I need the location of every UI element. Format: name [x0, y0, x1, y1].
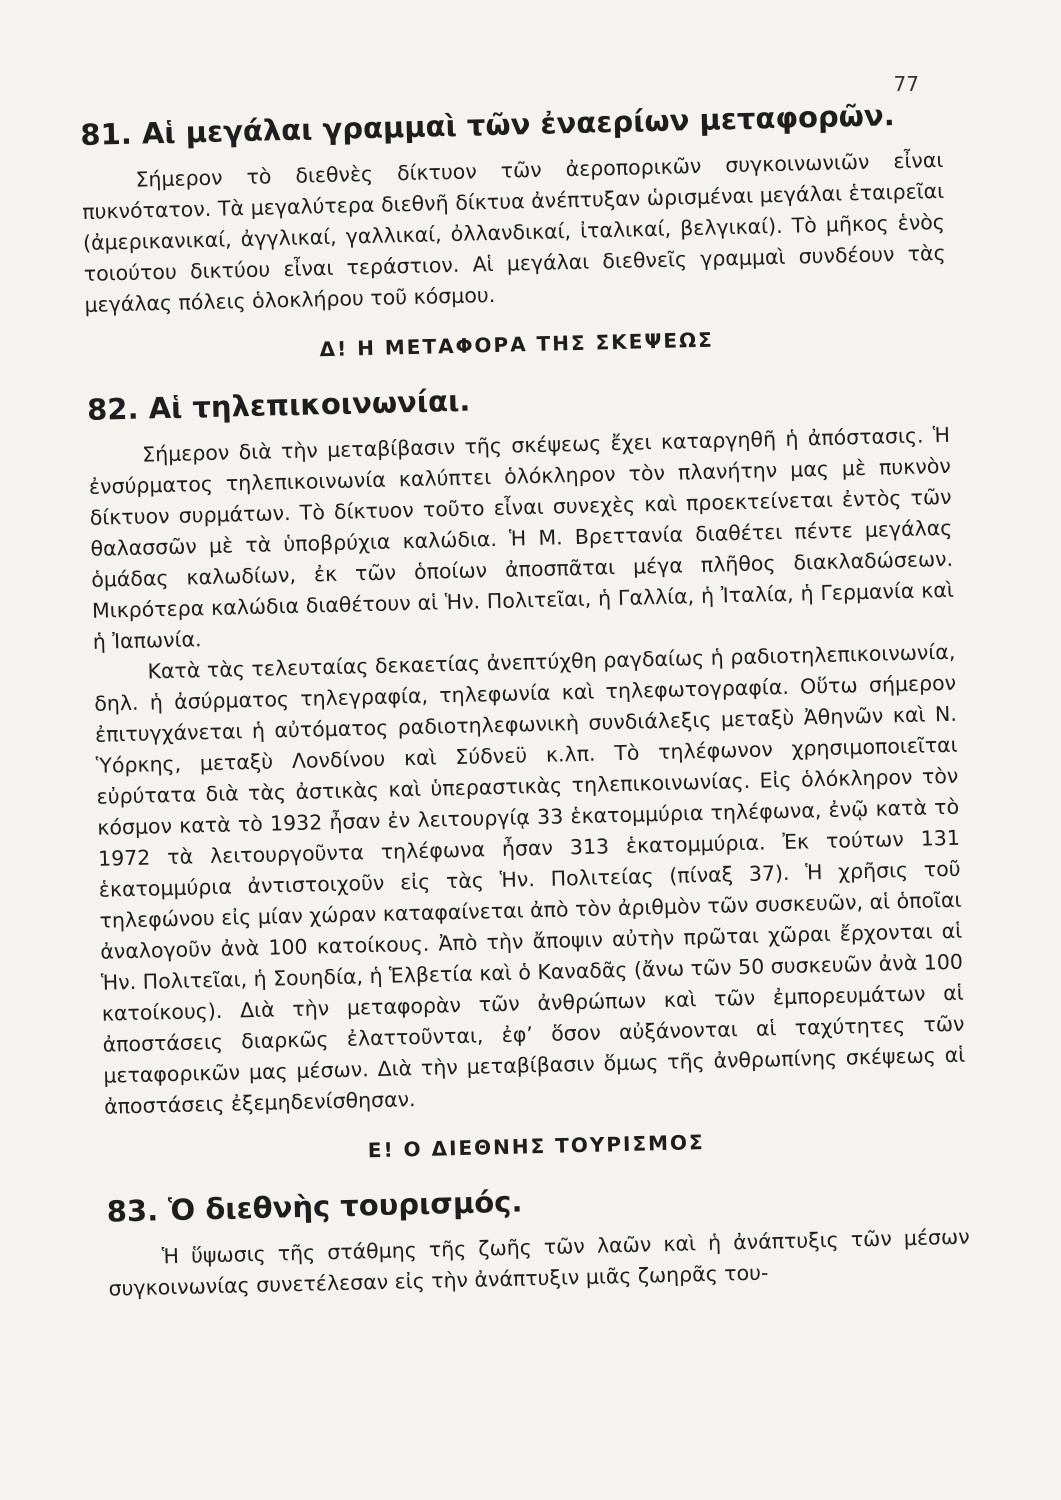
page-content [80, 97, 971, 1305]
section-83-paragraph-1: Ἡ ὕψωσις τῆς στάθμης τῆς ζωῆς τῶν λαῶν καὶ ἡ ἀνάπτυξις τῶν μέσων συγκοινωνίας συνετέλεσαν εἰς τὴν ἀνάπτυξιν μιᾶς ζωηρᾶς του- [108, 1224, 970, 1301]
section-82-paragraph-1: Σήμερον διὰ τὴν μεταβίβασιν τῆς σκέψεως ἔχει καταργηθῆ ἡ ἀπόστασις. Ἡ ἐνσύρματος τηλεπικοινωνία καλύπτει ὁλόκληρον τὸν πλανήτην μας μὲ πυκνὸν δίκτυον συρμάτων. Τὸ δίκτυον τοῦτο εἶναι συνεχὲς καὶ προεκτείνεται ἐντὸς τῶν θαλασσῶν μὲ τὰ ὑποβρύχια καλώδια. Ἡ Μ. Βρεττανία διαθέτει πέντε μεγάλας ὁμάδας καλωδίων, ἐκ τῶν ὁποίων ἀποσπᾶται μέγα πλῆθος διακλαδώσεων. Μικρότερα καλώδια διαθέτουν αἱ Ἡν. Πολιτεῖαι, ἡ Γαλλία, ἡ Ἰταλία, ἡ Γερμανία καὶ ἡ Ἰαπωνία. [88, 422, 955, 654]
section-83-heading: 83. Ὁ διεθνὴς τουρισμός. [106, 1184, 523, 1229]
page-number: 77 [893, 72, 919, 96]
part-d-heading: Δ! Η ΜΕΤΑΦΟΡΑ ΤΗΣ ΣΚΕΨΕΩΣ [319, 327, 714, 362]
section-81-heading: 81. Αἱ μεγάλαι γραμμαὶ τῶν ἐναερίων μεταφορῶν. [80, 98, 896, 152]
section-82-paragraph-2: Κατὰ τὰς τελευταίας δεκαετίας ἀνεπτύχθη ραγδαίως ἡ ραδιοτηλεπικοινωνία, δηλ. ἡ ἀσύρματος τηλεγραφία, τηλεφωνία καὶ τηλεφωτογραφία. Οὕτω σήμερον ἐπιτυγχάνεται ἡ αὐτόματος ραδιοτηλεφωνικὴ συνδιάλεξις μεταξὺ Ἀθηνῶν καὶ Ν. Ὑόρκης, μεταξὺ Λονδίνου καὶ Σύδνεϋ κ.λπ. Τὸ τηλέφωνον χρησιμοποιεῖται εὐρύτατα διὰ τὰς ἀστικὰς καὶ ὑπεραστικὰς τηλεπικοινωνίας. Εἰς ὁλόκληρον τὸν κόσμον κατὰ τὸ 1932 ἦσαν ἐν λειτουργίᾳ 33 ἑκατομμύρια τηλέφωνα, ἐνῷ κατὰ τὸ 1972 τὰ λειτουργοῦντα τηλέφωνα ἦσαν 313 ἑκατομμύρια. Ἐκ τούτων 131 ἑκατομμύρια ἀντιστοιχοῦν εἰς τὰς Ἡν. Πολιτείας (πίναξ 37). Ἡ χρῆσις τοῦ τηλεφώνου εἰς μίαν χώραν καταφαίνεται ἀπὸ τὸν ἀριθμὸν τῶν συσκευῶν, αἱ ὁποῖαι ἀναλογοῦν ἀνὰ 100 κατοίκους. Ἀπὸ τὴν ἄποψιν αὐτὴν πρῶται χῶραι ἔρχονται αἱ Ἡν. Πολιτεῖαι, ἡ Σουηδία, ἡ Ἑλβετία καὶ ὁ Καναδᾶς (ἄνω τῶν 50 συσκευῶν ἀνὰ 100 κατοίκους). Διὰ τὴν μεταφορὰν τῶν ἀνθρώπων καὶ τῶν ἐμπορευμάτων αἱ ἀποστάσεις διαρκῶς ἐλαττοῦνται, ἐφ’ ὅσον αὐξάνονται αἱ ταχύτητες τῶν μεταφορικῶν μας μέσων. Διὰ τὴν μεταβίβασιν ὅμως τῆς ἀνθρωπίνης σκέψεως αἱ ἀποστάσεις ἐξεμηδενίσθησαν. [94, 639, 966, 1119]
section-81-paragraph-1: Σήμερον τὸ διεθνὲς δίκτυον τῶν ἀεροπορικῶν συγκοινωνιῶν εἶναι πυκνότατον. Τὰ μεγαλύτερα διεθνῆ δίκτυα ἀνέπτυξαν ὡρισμέναι μεγάλαι ἑταιρεῖαι (ἀμερικανικαί, ἀγγλικαί, γαλλικαί, ὀλλανδικαί, ἰταλικαί, βελγικαί). Τὸ μῆκος ἑνὸς τοιούτου δικτύου εἶναι τεράστιον. Αἱ μεγάλαι διεθνεῖς γραμμαὶ συνδέουν τὰς μεγάλας πόλεις ὁλοκλήρου τοῦ κόσμου. [82, 147, 946, 317]
section-82-heading: 82. Αἱ τηλεπικοινωνίαι. [86, 383, 471, 427]
part-e-heading: Ε! Ο ΔΙΕΘΝΗΣ ΤΟΥΡΙΣΜΟΣ [367, 1130, 705, 1163]
